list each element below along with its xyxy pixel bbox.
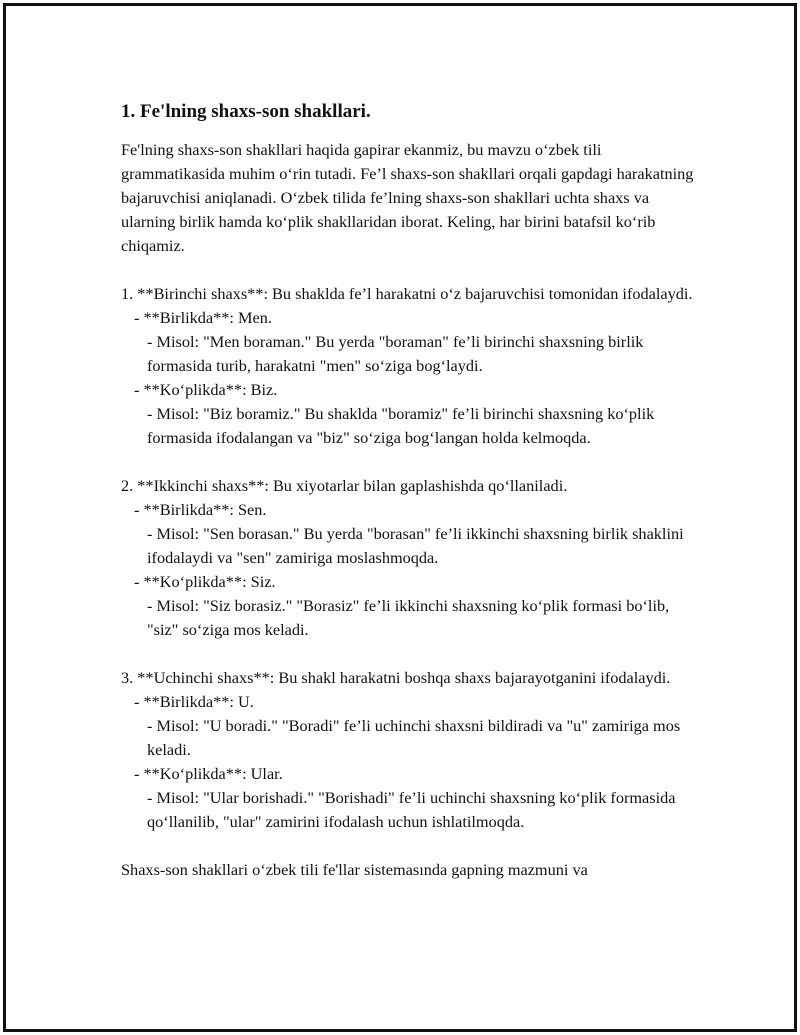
plural-line: - **Koʻplikda**: Siz. bbox=[134, 572, 276, 591]
section-heading: 2. **Ikkinchi shaxs**: Bu xiyotarlar bilan gaplashishda qoʻllaniladi. bbox=[121, 476, 568, 495]
section-heading: 1. **Birinchi shaxs**: Bu shaklda fe’l harakatni oʻz bajaruvchisi tomonidan ifodalaydi. bbox=[121, 284, 693, 303]
document-body bbox=[121, 98, 701, 882]
plural-example: - Misol: "Ular borishadi." "Borishadi" fe’li uchinchi shaxsning koʻplik formasida qoʻllanilib, "ular" zamirini ifodalash uchun ishlatilmoqda. bbox=[147, 788, 676, 831]
section-third-person bbox=[121, 666, 701, 834]
page-frame bbox=[3, 3, 797, 1032]
intro-paragraph: Fe'lning shaxs-son shakllari haqida gapirar ekanmiz, bu mavzu oʻzbek tili grammatikasida muhim oʻrin tutadi. Fe’l shaxs-son shakllari orqali gapdagi harakatning bajaruvchisi aniqlanadi. Oʻzbek tilida fe’lning shaxs-son shakllari uchta shaxs va ularning birlik hamda koʻplik shakllaridan iborat. Keling, har birini batafsil koʻrib chiqamiz. bbox=[121, 140, 694, 255]
section-second-person bbox=[121, 474, 701, 642]
singular-example: - Misol: "Men boraman." Bu yerda "boraman" fe’li birinchi shaxsning birlik formasida turib, harakatni "men" soʻziga bogʻlaydi. bbox=[147, 332, 644, 375]
singular-line: - **Birlikda**: U. bbox=[134, 692, 254, 711]
document-title: 1. Fe'lning shaxs-son shakllari. bbox=[121, 101, 371, 122]
singular-example: - Misol: "Sen borasan." Bu yerda "borasan" fe’li ikkinchi shaxsning birlik shaklini ifodalaydi va "sen" zamiriga moslashmoqda. bbox=[147, 524, 684, 567]
plural-line: - **Koʻplikda**: Ular. bbox=[134, 764, 283, 783]
singular-line: - **Birlikda**: Men. bbox=[134, 308, 272, 327]
plural-line: - **Koʻplikda**: Biz. bbox=[134, 380, 278, 399]
closing-paragraph: Shaxs-son shakllari oʻzbek tili fe'llar sistemasında gapning mazmuni va bbox=[121, 860, 588, 879]
plural-example: - Misol: "Siz borasiz." "Borasiz" fe’li ikkinchi shaxsning koʻplik formasi boʻlib, "siz" soʻziga mos keladi. bbox=[147, 596, 670, 639]
plural-example: - Misol: "Biz boramiz." Bu shaklda "boramiz" fe’li birinchi shaxsning koʻplik formasida ifodalangan va "biz" soʻziga bogʻlangan holda kelmoqda. bbox=[147, 404, 655, 447]
section-first-person bbox=[121, 282, 701, 450]
singular-line: - **Birlikda**: Sen. bbox=[134, 500, 267, 519]
singular-example: - Misol: "U boradi." "Boradi" fe’li uchinchi shaxsni bildiradi va "u" zamiriga mos keladi. bbox=[147, 716, 681, 759]
section-heading: 3. **Uchinchi shaxs**: Bu shakl harakatni boshqa shaxs bajarayotganini ifodalaydi. bbox=[121, 668, 671, 687]
